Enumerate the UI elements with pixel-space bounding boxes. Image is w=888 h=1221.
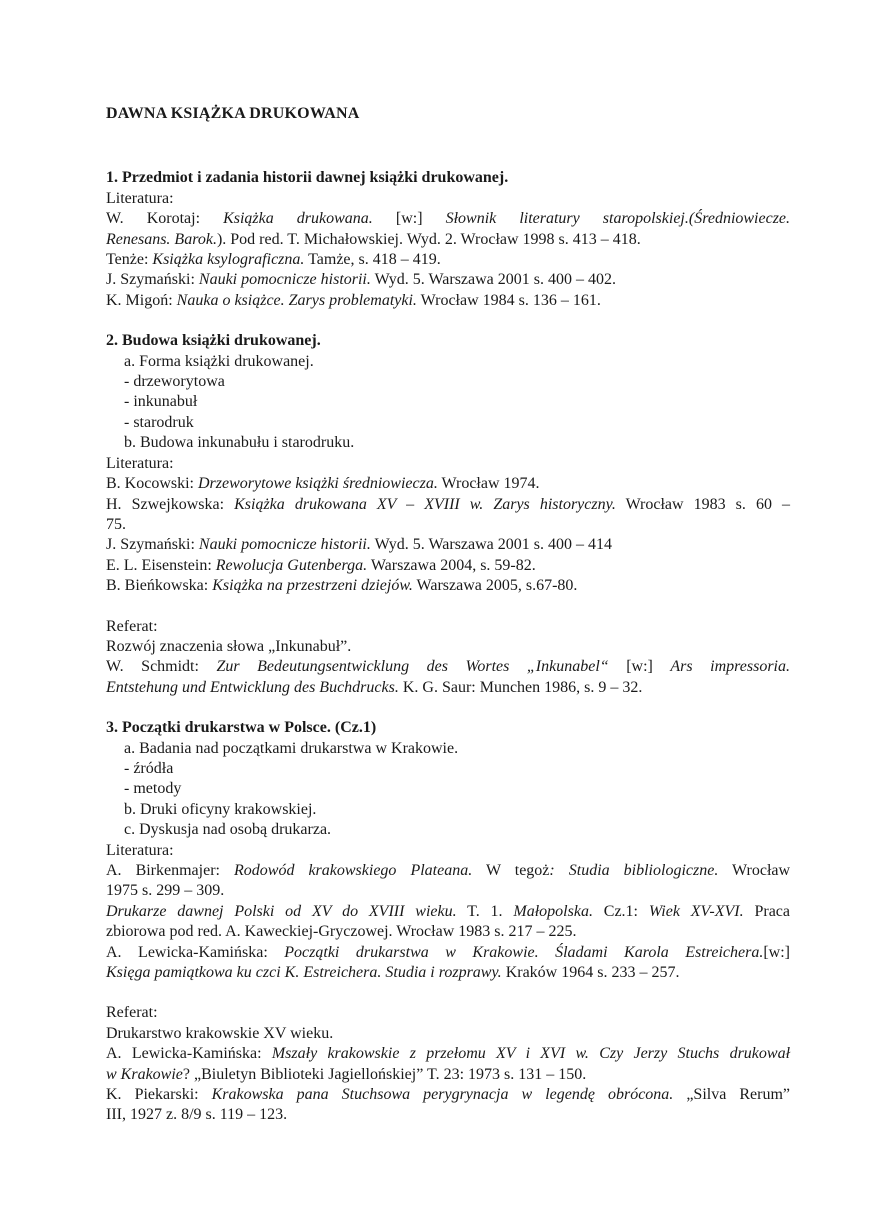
outline-item: b. Budowa inkunabułu i starodruku.: [124, 434, 355, 452]
entry-text: Wrocław 1983 s. 60 –: [615, 495, 791, 513]
entry-title: Rewolucja Gutenberga.: [215, 556, 368, 574]
entry-title: Nauka o książce. Zarys problematyki.: [176, 291, 417, 309]
entry-line: [106, 1085, 790, 1105]
entry-title: Książka ksylograficzna.: [152, 251, 305, 269]
entry-text: Tamże, s. 418 – 419.: [304, 251, 441, 269]
entry-title: Słownik literatury staropolskiej.(Średniowiecze.: [445, 210, 791, 228]
entry-title: Rodowód krakowskiego Plateana.: [234, 862, 473, 879]
outline-item: - starodruk: [124, 413, 194, 431]
referat-topic: Drukarstwo krakowskie XV wieku.: [106, 1024, 334, 1042]
entry-line: [106, 1065, 790, 1085]
section-3: [106, 718, 790, 1126]
bibliography-entry: [106, 250, 790, 270]
section-2: [106, 331, 790, 698]
document-body: [106, 104, 790, 1126]
entry-title: Małopolska.: [513, 902, 593, 920]
entry-text: [w:]: [763, 943, 790, 961]
entry-text: „Silva Rerum”: [673, 1086, 790, 1104]
entry-author: A. Lewicka-Kamińska:: [106, 943, 285, 961]
outline-item: a. Badania nad początkami drukarstwa w Krakowie.: [124, 739, 459, 757]
entry-title: Drukarze dawnej Polski od XV do XVIII wieku.: [106, 902, 457, 920]
entry-author: A. Lewicka-Kamińska:: [106, 1045, 272, 1063]
section-heading: 1. Przedmiot i zadania historii dawnej książki drukowanej.: [106, 169, 509, 187]
entry-text: Cz.1:: [592, 902, 649, 920]
entry-author: J. Szymański:: [106, 536, 199, 554]
outline-item: c. Dyskusja nad osobą drukarza.: [124, 821, 332, 839]
entry-line: 1975 s. 299 – 309.: [106, 882, 225, 900]
bibliography-entry: [106, 291, 790, 311]
entry-title: w Krakowie: [106, 1065, 183, 1083]
spacer: [106, 597, 790, 617]
entry-line: [106, 678, 790, 698]
entry-title: Drzeworytowe książki średniowiecza.: [198, 475, 438, 493]
entry-title: Nauki pomocnicze historii.: [198, 271, 371, 289]
entry-text: K. G. Saur: Munchen 1986, s. 9 – 32.: [398, 678, 643, 696]
entry-text: [w:]: [608, 658, 671, 676]
document-title: DAWNA KSIĄŻKA DRUKOWANA: [106, 105, 360, 122]
entry-author: K. Migoń:: [106, 291, 177, 309]
bibliography-entry: [106, 270, 790, 290]
bibliography-entry: [106, 861, 790, 902]
outline-item: a. Forma książki drukowanej.: [124, 352, 314, 370]
bibliography-entry: [106, 209, 790, 250]
entry-text: Warszawa 2004, s. 59-82.: [367, 556, 536, 574]
referat-label: Referat:: [106, 1004, 158, 1022]
bibliography-entry: [106, 474, 790, 494]
bibliography-entry: [106, 576, 790, 596]
referat-label: Referat:: [106, 617, 158, 635]
outline-item: - drzeworytowa: [124, 373, 225, 391]
referat-entry: [106, 1085, 790, 1126]
referat-entry: [106, 657, 790, 698]
outline-item: b. Druki oficyny krakowskiej.: [124, 800, 317, 818]
entry-line: [106, 963, 790, 983]
entry-text: Wyd. 5. Warszawa 2001 s. 400 – 402.: [370, 271, 616, 289]
entry-text: Wrocław 1974.: [437, 475, 540, 493]
entry-text: W tegoż: [472, 862, 550, 879]
entry-title: Księga pamiątkowa ku czci K. Estreichera. Studia i rozprawy.: [106, 964, 502, 982]
entry-text: Wrocław 1984 s. 136 – 161.: [416, 291, 601, 309]
entry-text: ). Pod red. T. Michałowskiej. Wyd. 2. Wrocław 1998 s. 413 – 418.: [216, 230, 641, 248]
entry-title: Nauki pomocnicze historii.: [198, 536, 371, 554]
bibliography-entry: [106, 495, 790, 536]
entry-text: ? „Biuletyn Biblioteki Jagiellońskiej” T. 23: 1973 s. 131 – 150.: [182, 1065, 587, 1083]
literature-label: Literatura:: [106, 189, 174, 207]
entry-text: [w:]: [372, 210, 446, 228]
literature-label: Literatura:: [106, 454, 174, 472]
entry-text: Wyd. 5. Warszawa 2001 s. 400 – 414: [370, 536, 612, 554]
section-1: [106, 168, 790, 311]
entry-author: Tenże:: [106, 251, 153, 269]
entry-author: B. Bieńkowska:: [106, 577, 213, 595]
entry-title: Książka na przestrzeni dziejów.: [212, 577, 413, 595]
entry-author: H. Szwejkowska:: [106, 495, 235, 513]
entry-text: Praca: [743, 902, 791, 920]
referat-topic: Rozwój znaczenia słowa „Inkunabuł”.: [106, 637, 352, 655]
bibliography-entry: [106, 902, 790, 943]
entry-line: [106, 657, 790, 677]
referat-entry: [106, 1044, 790, 1085]
entry-title: Entstehung und Entwicklung des Buchdrucks.: [106, 678, 399, 696]
outline-item: - inkunabuł: [124, 393, 198, 411]
entry-title: Zur Bedeutungsentwicklung des Wortes „Inkunabel“: [216, 658, 609, 676]
entry-title: : Studia bibliologiczne.: [549, 862, 719, 879]
entry-line: [106, 902, 790, 922]
section-heading: 3. Początki drukarstwa w Polsce. (Cz.1): [106, 719, 377, 737]
entry-text: Kraków 1964 s. 233 – 257.: [501, 964, 680, 982]
bibliography-entry: [106, 535, 790, 555]
spacer: [106, 698, 790, 718]
entry-author: J. Szymański:: [106, 271, 199, 289]
entry-title: Ars impressoria.: [670, 658, 790, 676]
entry-line: [106, 943, 790, 963]
entry-title: Książka drukowana XV – XVIII w. Zarys historyczny.: [234, 495, 616, 513]
entry-title: Mszały krakowskie z przełomu XV i XVI w. Czy Jerzy Stuchs drukował: [271, 1045, 791, 1063]
outline-item: - źródła: [124, 759, 174, 777]
entry-author: W. Schmidt:: [106, 658, 217, 676]
entry-line: [106, 1044, 790, 1064]
entry-author: K. Piekarski:: [106, 1086, 212, 1104]
entry-line: [106, 230, 790, 250]
entry-line: [106, 861, 790, 881]
entry-title: Renesans. Barok.: [106, 230, 217, 248]
entry-text: T. 1.: [456, 902, 514, 920]
bibliography-entry: [106, 943, 790, 984]
entry-author: E. L. Eisenstein:: [106, 556, 216, 574]
entry-title: Krakowska pana Stuchsowa perygrynacja w legendę obrócona.: [211, 1086, 674, 1104]
entry-title: Wiek XV-XVI.: [648, 902, 744, 920]
entry-author: W. Korotaj:: [106, 210, 224, 228]
entry-line: 75.: [106, 515, 126, 533]
entry-text: Warszawa 2005, s.67-80.: [412, 577, 578, 595]
literature-label: Literatura:: [106, 841, 174, 859]
entry-line: [106, 495, 790, 515]
section-heading: 2. Budowa książki drukowanej.: [106, 332, 321, 350]
spacer: [106, 983, 790, 1003]
spacer: [106, 311, 790, 331]
entry-author: A. Birkenmajer:: [106, 862, 234, 879]
entry-title: Początki drukarstwa w Krakowie. Śladami Karola Estreichera.: [284, 943, 764, 961]
outline-item: - metody: [124, 780, 182, 798]
entry-text: Wrocław: [718, 862, 791, 879]
bibliography-entry: [106, 556, 790, 576]
entry-line: zbiorowa pod red. A. Kaweckiej-Gryczowej. Wrocław 1983 s. 217 – 225.: [106, 923, 577, 941]
entry-author: B. Kocowski:: [106, 475, 198, 493]
entry-title: Książka drukowana.: [223, 210, 373, 228]
entry-line: III, 1927 z. 8/9 s. 119 – 123.: [106, 1106, 288, 1124]
entry-line: [106, 209, 790, 229]
